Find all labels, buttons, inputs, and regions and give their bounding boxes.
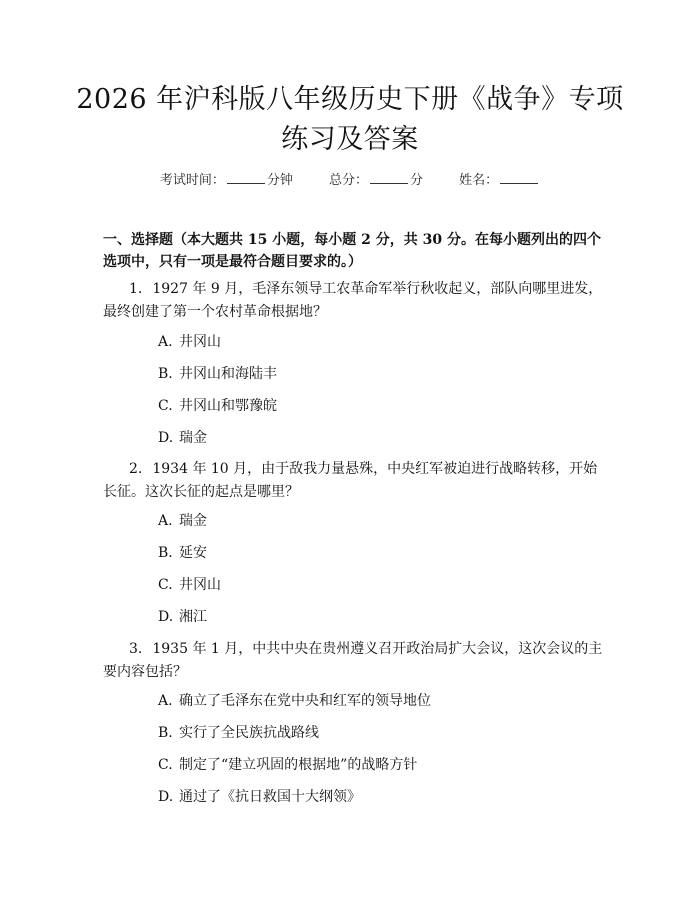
page-title	[0, 80, 700, 160]
section-heading: 一、选择题（本大题共 15 小题，每小题 2 分，共 30 分。在每小题列出的四个选项中，只有一项是最符合题目要求的。）	[103, 232, 601, 270]
option-text: 实行了全民族抗战路线	[179, 725, 319, 741]
option-text: 井冈山	[179, 577, 221, 593]
question-1	[103, 278, 603, 324]
student-name-blank	[500, 171, 538, 184]
option-2a	[158, 511, 207, 531]
student-name-field	[459, 169, 540, 188]
option-1d	[158, 428, 207, 448]
option-letter: A.	[158, 693, 173, 709]
student-name-label: 姓名：	[459, 173, 499, 188]
exam-time-field	[160, 169, 293, 188]
option-letter: A.	[158, 513, 173, 529]
option-letter: C.	[158, 757, 173, 773]
option-text: 湘江	[179, 609, 207, 625]
question-number: 1.	[129, 281, 143, 297]
exam-time-label: 考试时间：	[159, 173, 225, 188]
option-2d	[158, 607, 207, 627]
option-letter: D.	[158, 430, 174, 446]
option-3b	[158, 723, 319, 743]
title-line-1: 2026 年沪科版八年级历史下册《战争》专项	[76, 84, 624, 115]
option-1c	[158, 396, 277, 416]
exam-time-blank	[227, 171, 265, 184]
title-line-2: 练习及答案	[281, 124, 419, 155]
total-score-blank	[370, 171, 408, 184]
option-2c	[158, 575, 221, 595]
option-text: 井冈山和鄂豫皖	[179, 398, 277, 414]
option-letter: D.	[158, 609, 174, 625]
option-text: 井冈山和海陆丰	[179, 366, 277, 382]
total-score-label: 总分：	[328, 173, 368, 188]
question-3	[103, 638, 603, 684]
option-1b	[158, 364, 277, 384]
option-text: 井冈山	[179, 334, 221, 350]
option-2b	[158, 543, 207, 563]
option-letter: B.	[158, 725, 173, 741]
option-1a	[158, 332, 221, 352]
option-text: 延安	[179, 545, 207, 561]
question-text: 1935 年 1 月，中共中央在贵州遵义召开政治局扩大会议，这次会议的主要内容包括？	[103, 641, 603, 680]
option-letter: A.	[158, 334, 173, 350]
option-text: 确立了毛泽东在党中央和红军的领导地位	[179, 693, 431, 709]
option-3c	[158, 755, 417, 775]
exam-time-unit: 分钟	[266, 173, 293, 188]
question-number: 3.	[129, 641, 143, 657]
option-letter: D.	[158, 789, 174, 805]
option-letter: C.	[158, 577, 173, 593]
option-3d	[158, 787, 361, 807]
option-text: 瑞金	[179, 430, 207, 446]
option-letter: C.	[158, 398, 173, 414]
total-score-field	[329, 169, 423, 188]
question-number: 2.	[129, 461, 143, 477]
option-text: 制定了“建立巩固的根据地”的战略方针	[179, 757, 418, 773]
question-text: 1927 年 9 月，毛泽东领导工农革命军举行秋收起义，部队向哪里进发，最终创建了第一个农村革命根据地？	[103, 281, 603, 320]
total-score-unit: 分	[410, 173, 424, 188]
option-3a	[158, 691, 431, 711]
question-2	[103, 458, 603, 504]
option-text: 通过了《抗日救国十大纲领》	[179, 789, 361, 805]
option-text: 瑞金	[179, 513, 207, 529]
exam-meta	[0, 169, 700, 188]
question-text: 1934 年 10 月，由于敌我力量悬殊，中央红军被迫进行战略转移，开始长征。这次长征的起点是哪里？	[103, 461, 598, 500]
option-letter: B.	[158, 366, 173, 382]
option-letter: B.	[158, 545, 173, 561]
